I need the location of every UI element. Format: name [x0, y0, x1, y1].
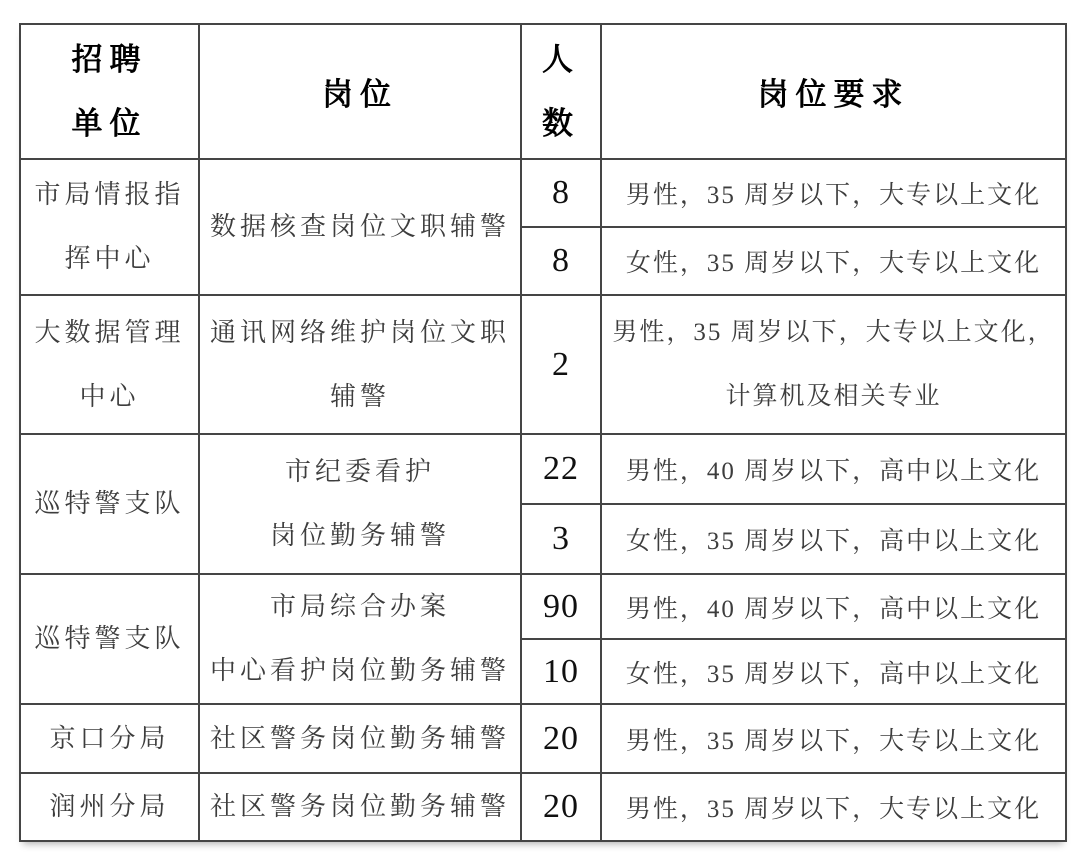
requirement-line: 男性，35 周岁以下，大专以上文化 — [625, 727, 1042, 755]
position-line: 市局综合办案 — [269, 592, 450, 621]
requirement-line: 计算机及相关专业 — [725, 382, 942, 410]
unit-cell — [20, 773, 199, 841]
count-cell — [521, 773, 601, 841]
count-cell — [521, 227, 601, 295]
requirement-cell — [601, 773, 1066, 841]
position-cell — [199, 574, 521, 704]
header-row — [20, 24, 1066, 159]
unit-line: 巡特警支队 — [34, 624, 185, 654]
count-cell — [521, 504, 601, 574]
unit-line: 润州分局 — [49, 792, 170, 822]
count-value: 10 — [543, 652, 579, 690]
count-value: 90 — [543, 587, 579, 625]
count-cell — [521, 704, 601, 773]
requirement-cell — [601, 574, 1066, 639]
table-row — [20, 295, 1066, 434]
table-row — [20, 704, 1066, 773]
header-unit-line2: 单位 — [71, 105, 148, 141]
requirement-line: 女性，35 周岁以下，大专以上文化 — [625, 250, 1042, 277]
table-row — [20, 159, 1066, 227]
count-value: 22 — [543, 450, 579, 487]
unit-line: 巡特警支队 — [34, 489, 185, 519]
count-cell — [521, 295, 601, 434]
requirement-line: 女性，35 周岁以下，高中以上文化 — [625, 660, 1042, 688]
header-count — [521, 24, 601, 159]
unit-line: 中心 — [79, 381, 140, 411]
unit-line: 京口分局 — [49, 723, 170, 753]
position-cell — [199, 773, 521, 841]
count-cell — [521, 159, 601, 227]
unit-line: 市局情报指 — [34, 180, 185, 209]
count-value: 8 — [552, 174, 570, 211]
count-value: 2 — [552, 345, 570, 383]
requirement-line: 男性，40 周岁以下，高中以上文化 — [625, 595, 1042, 623]
requirement-line: 男性，40 周岁以下，高中以上文化 — [625, 458, 1042, 485]
position-cell — [199, 434, 521, 574]
position-line: 中心看护岗位勤务辅警 — [209, 656, 510, 685]
table-row — [20, 773, 1066, 841]
count-value: 8 — [552, 242, 570, 279]
unit-cell — [20, 574, 199, 704]
position-line: 社区警务岗位勤务辅警 — [209, 792, 510, 822]
position-line: 通讯网络维护岗位文职 — [209, 317, 510, 347]
requirement-cell — [601, 704, 1066, 773]
requirement-cell — [601, 504, 1066, 574]
count-cell — [521, 434, 601, 504]
requirement-cell — [601, 639, 1066, 704]
count-value: 3 — [552, 520, 570, 557]
position-cell — [199, 295, 521, 434]
unit-cell — [20, 434, 199, 574]
unit-cell — [20, 159, 199, 295]
position-cell — [199, 159, 521, 295]
unit-cell — [20, 295, 199, 434]
requirement-line: 女性，35 周岁以下，高中以上文化 — [625, 528, 1042, 555]
count-cell — [521, 639, 601, 704]
position-cell — [199, 704, 521, 773]
requirement-cell — [601, 227, 1066, 295]
unit-cell — [20, 704, 199, 773]
requirement-line: 男性，35 周岁以下，大专以上文化 — [625, 796, 1042, 823]
header-position-label: 岗位 — [322, 77, 398, 112]
count-cell — [521, 574, 601, 639]
header-count-line1: 人 — [542, 41, 580, 77]
unit-line: 大数据管理 — [34, 317, 185, 347]
header-position — [199, 24, 521, 159]
recruitment-table — [19, 23, 1067, 842]
header-count-line2: 数 — [542, 105, 580, 141]
count-value: 20 — [543, 719, 579, 757]
position-line: 社区警务岗位勤务辅警 — [209, 723, 510, 753]
position-line: 数据核查岗位文职辅警 — [209, 212, 510, 242]
requirement-line: 男性，35 周岁以下，大专以上文化 — [625, 182, 1042, 209]
header-unit — [20, 24, 199, 159]
position-line: 辅警 — [329, 381, 390, 411]
count-value: 20 — [543, 788, 579, 825]
requirement-cell — [601, 295, 1066, 434]
requirement-line: 男性，35 周岁以下，大专以上文化， — [612, 318, 1055, 346]
unit-line: 挥中心 — [64, 244, 155, 273]
header-requirements-label: 岗位要求 — [757, 77, 910, 112]
table-row — [20, 574, 1066, 639]
position-line: 市纪委看护 — [284, 457, 435, 486]
position-line: 岗位勤务辅警 — [269, 521, 450, 550]
header-requirements — [601, 24, 1066, 159]
table-row — [20, 434, 1066, 504]
requirement-cell — [601, 434, 1066, 504]
header-unit-line1: 招聘 — [71, 41, 148, 77]
requirement-cell — [601, 159, 1066, 227]
